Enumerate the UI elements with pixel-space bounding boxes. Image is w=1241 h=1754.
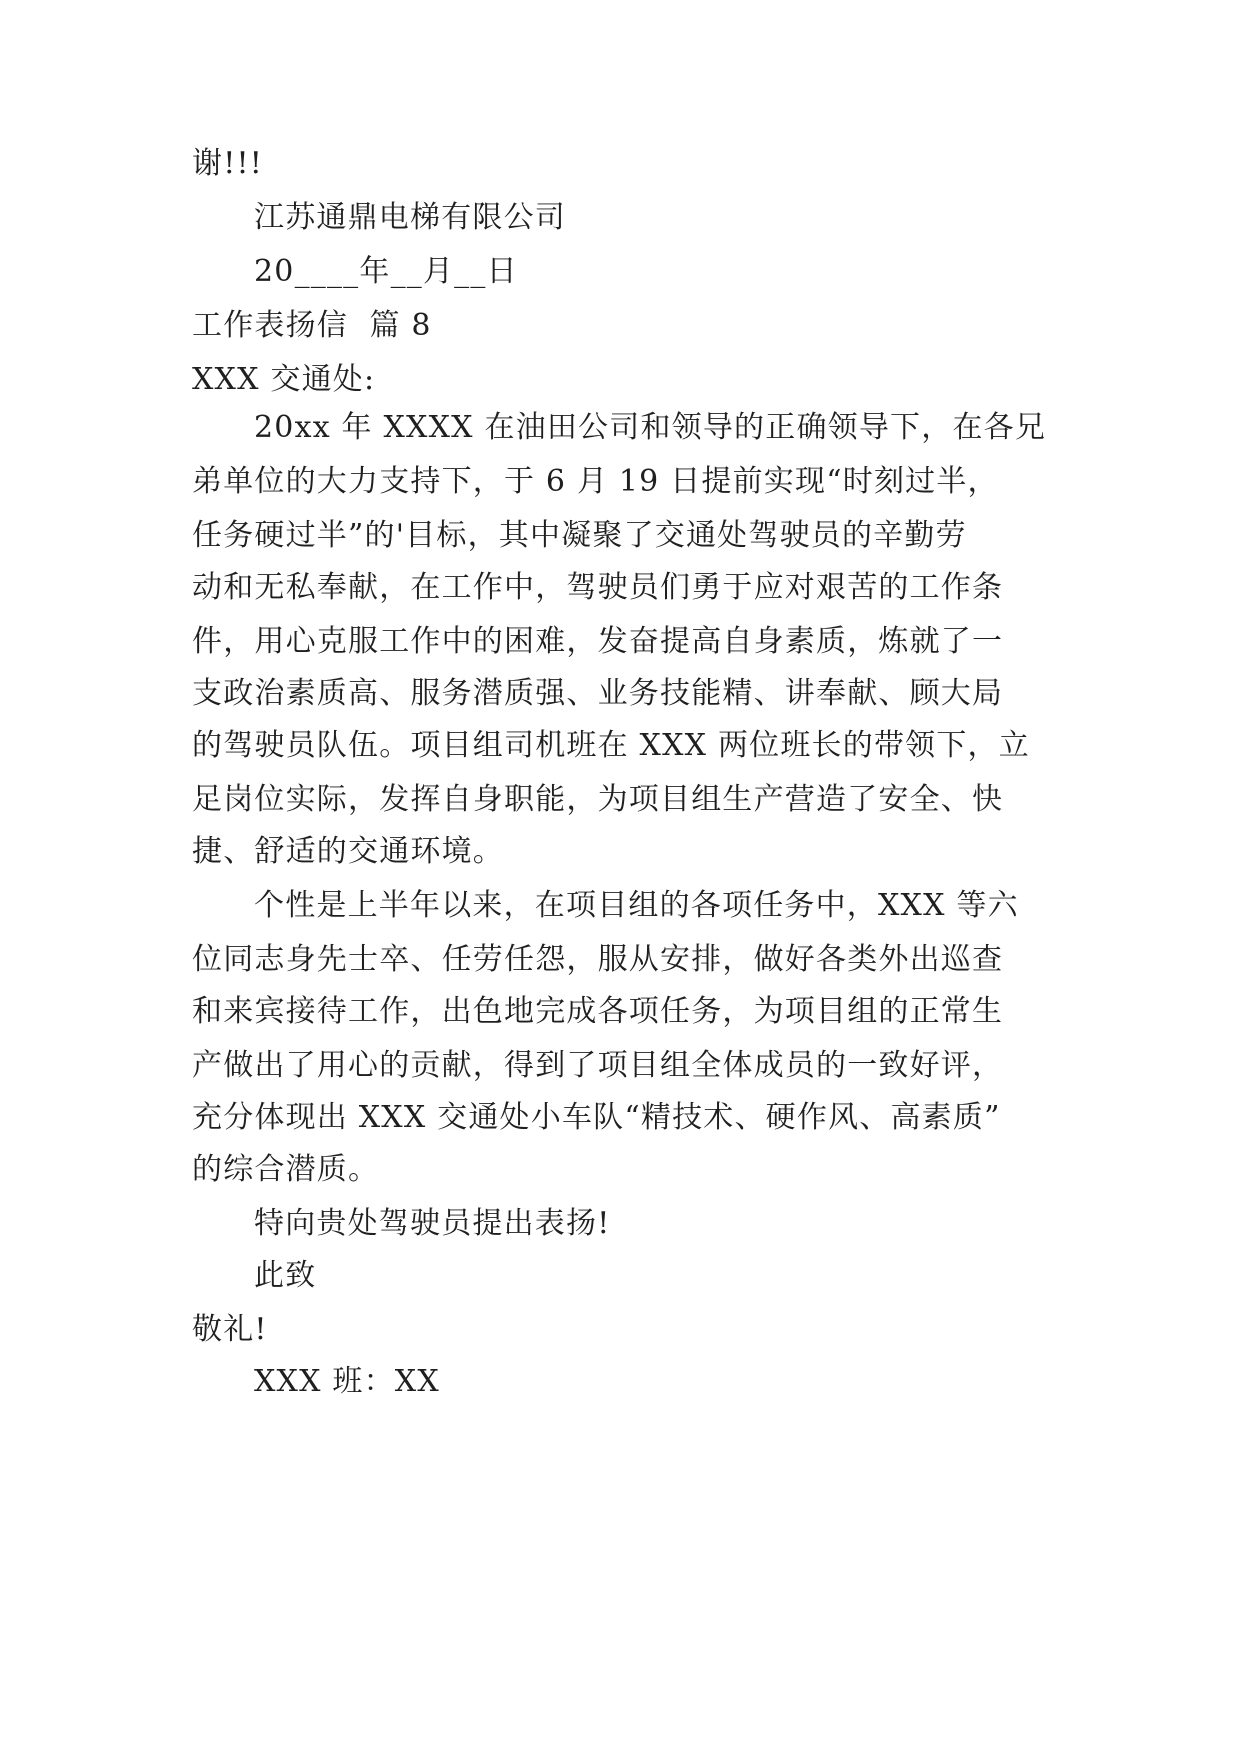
praise-line: 特向贵处驾驶员提出表扬! xyxy=(254,1206,611,1241)
paragraph-line: 20xx 年 XXXX 在油田公司和领导的正确领导下，在各兄 xyxy=(254,410,1047,445)
paragraph-line: 充分体现出 XXX 交通处小车队“精技术、硬作风、高素质” xyxy=(192,1100,1001,1135)
paragraph-line: 位同志身先士卒、任劳任怨，服从安排，做好各类外出巡查 xyxy=(192,942,1004,977)
closing-thanks: 谢!!! xyxy=(192,146,263,181)
paragraph-line: 个性是上半年以来，在项目组的各项任务中，XXX 等六 xyxy=(254,888,1019,923)
paragraph-line: 任务硬过半”的'目标，其中凝聚了交通处驾驶员的辛勤劳 xyxy=(192,518,967,553)
signature: XXX 班：XX xyxy=(254,1364,440,1399)
paragraph-line: 弟单位的大力支持下，于 6 月 19 日提前实现“时刻过半， xyxy=(192,464,999,499)
paragraph-line: 足岗位实际，发挥自身职能，为项目组生产营造了安全、快 xyxy=(192,782,1004,817)
signature-date: 20____年__月__日 xyxy=(254,254,518,289)
paragraph-line: 捷、舒适的交通环境。 xyxy=(192,834,504,869)
paragraph-line: 和来宾接待工作，出色地完成各项任务，为项目组的正常生 xyxy=(192,994,1004,1029)
section-heading: 工作表扬信 篇 8 xyxy=(192,308,432,343)
closing-jingli: 敬礼! xyxy=(192,1312,268,1347)
closing-cizhi: 此致 xyxy=(254,1258,317,1293)
paragraph-line: 件，用心克服工作中的困难，发奋提高自身素质，炼就了一 xyxy=(192,624,1004,659)
paragraph-line: 的综合潜质。 xyxy=(192,1152,380,1187)
paragraph-line: 产做出了用心的贡献，得到了项目组全体成员的一致好评， xyxy=(192,1048,1004,1083)
company-signature: 江苏通鼎电梯有限公司 xyxy=(254,200,566,235)
paragraph-line: 的驾驶员队伍。项目组司机班在 XXX 两位班长的带领下，立 xyxy=(192,728,1030,763)
salutation: XXX 交通处: xyxy=(192,362,376,397)
paragraph-line: 支政治素质高、服务潜质强、业务技能精、讲奉献、顾大局 xyxy=(192,676,1004,711)
paragraph-line: 动和无私奉献，在工作中，驾驶员们勇于应对艰苦的工作条 xyxy=(192,570,1004,605)
